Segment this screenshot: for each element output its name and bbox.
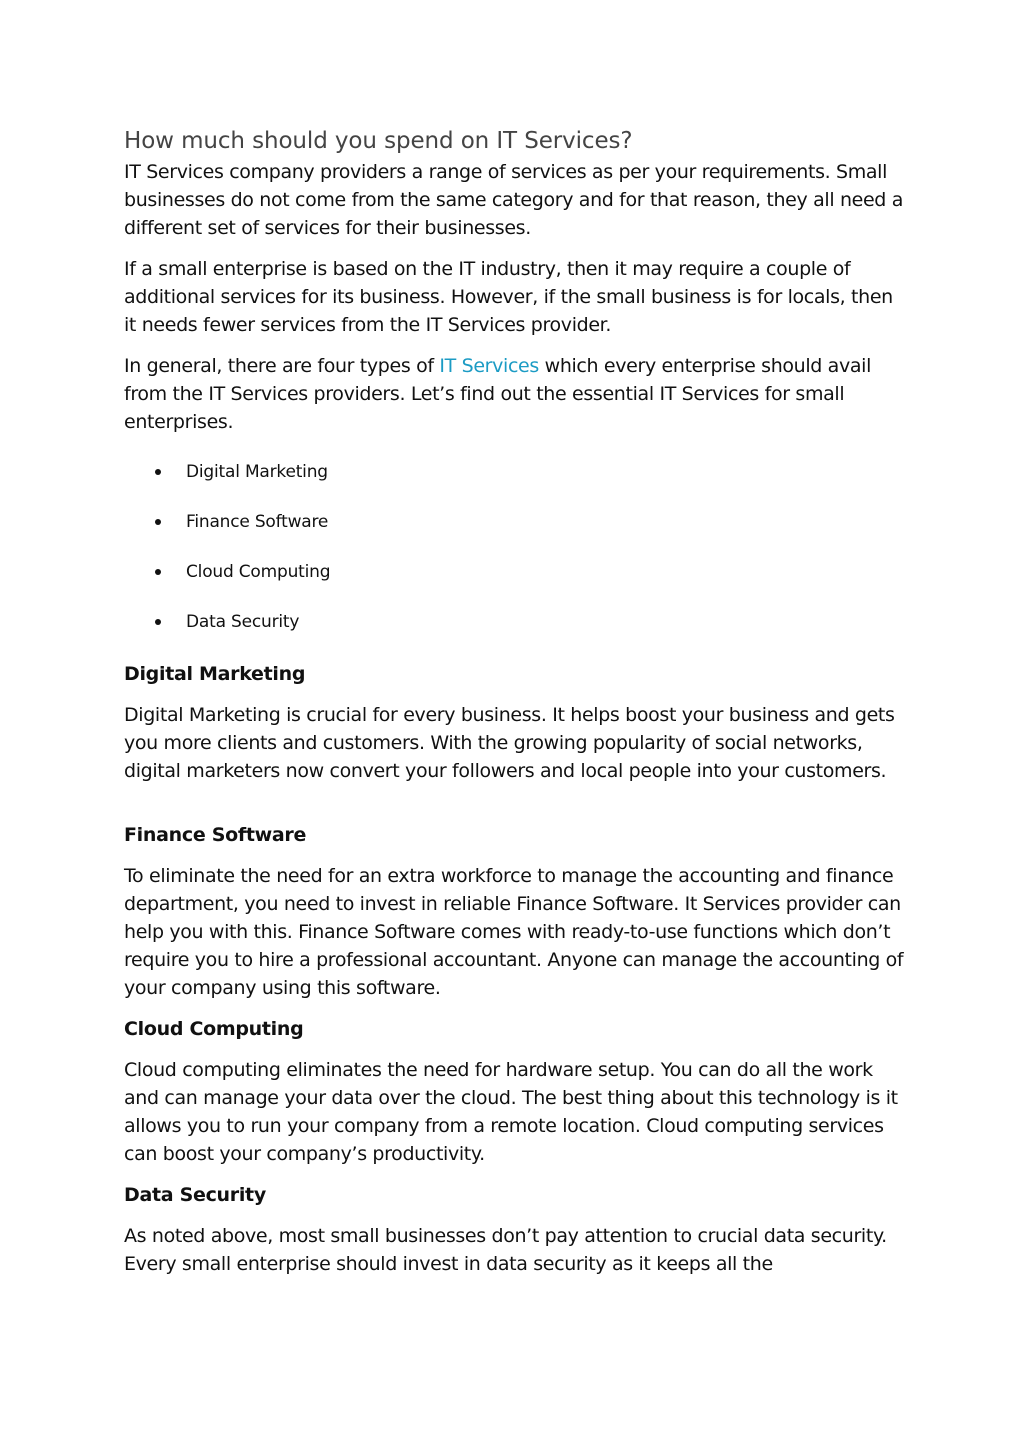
bullet-icon [155,619,161,625]
list-item [124,610,909,634]
document-page [124,124,909,1291]
intro-paragraph-2: If a small enterprise is based on the IT industry, then it may require a couple of additional services for its business. However, if the small business is for locals, then it needs fewer services from the IT Services provider. [124,258,893,336]
list-item-label: Cloud Computing [186,562,331,582]
it-services-link[interactable]: IT Services [439,355,539,377]
section-body-cloud-computing: Cloud computing eliminates the need for hardware setup. You can do all the work and can manage your data over the cloud. The best thing about this technology is it allows you to run your company from a remote location. Cloud computing services can boost your company’s productivity. [124,1059,898,1165]
bullet-icon [155,469,161,475]
list-item-label: Finance Software [186,512,329,532]
section-body-finance-software: To eliminate the need for an extra workforce to manage the accounting and finance department, you need to invest in reliable Finance Software. It Services provider can help you with this. Finance Software comes with ready-to-use functions which don’t require you to hire a professional accountant. Anyone can manage the accounting of your company using this software. [124,865,904,999]
service-types-paragraph [124,352,909,436]
service-types-text-after: which every enterprise should avail from the IT Services providers. Let’s find out the essential IT Services for small enterprises. [124,355,872,433]
section-body-data-security: As noted above, most small businesses don’t pay attention to crucial data security. Every small enterprise should invest in data security as it keeps all the [124,1225,887,1275]
intro-paragraph-1: IT Services company providers a range of services as per your requirements. Small businesses do not come from the same category and for that reason, they all need a different set of services for their businesses. [124,161,904,239]
list-item-label: Digital Marketing [186,462,328,482]
section-body-digital-marketing: Digital Marketing is crucial for every business. It helps boost your business and gets you more clients and customers. With the growing popularity of social networks, digital marketers now convert your followers and local people into your customers. [124,704,895,782]
page-title: How much should you spend on IT Services? [124,128,633,154]
list-item [124,460,909,484]
service-types-list [124,460,909,634]
section-heading-digital-marketing: Digital Marketing [124,663,306,685]
section-heading-finance-software: Finance Software [124,824,307,846]
list-item-label: Data Security [186,612,300,632]
bullet-icon [155,519,161,525]
list-item [124,510,909,534]
list-item [124,560,909,584]
service-types-text-before: In general, there are four types of [124,355,440,377]
section-heading-data-security: Data Security [124,1184,266,1206]
section-heading-cloud-computing: Cloud Computing [124,1018,304,1040]
bullet-icon [155,569,161,575]
